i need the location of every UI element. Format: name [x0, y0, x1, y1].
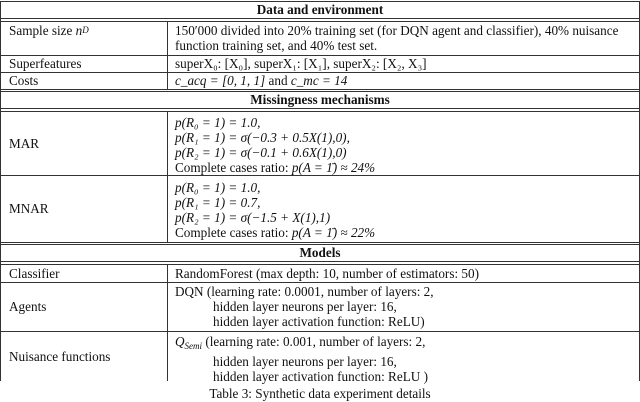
value-line: hidden layer activation function: ReLU)	[213, 314, 425, 329]
cost-acq: c_acq = [0, 1, 1]	[175, 73, 266, 88]
row-label	[1, 22, 168, 55]
value-line: 150′000 divided into 20% training set (for DQN agent and classifier), 40% nuisance	[175, 23, 619, 38]
table-row-nuisance-functions	[1, 332, 639, 384]
value-line: function training set, and 40% test set.	[175, 38, 378, 53]
label-math: n	[75, 23, 83, 38]
table-row-mnar	[1, 176, 639, 242]
row-value	[168, 176, 639, 242]
row-value	[168, 332, 639, 384]
row-label: Nuisance functions	[1, 332, 168, 381]
cost-mc: c_mc = 14	[290, 73, 348, 88]
section-header-missingness: Missingness mechanisms	[1, 92, 639, 109]
complete-cases-line	[175, 160, 631, 175]
value-line: hidden layer activation function: ReLU )	[213, 369, 428, 384]
formula-line: p(R₀ = 1) = 1.0,	[175, 115, 261, 130]
row-value: superX₀: [X₀], superX₁: [X₁], superX₂: [X₂, X₃]	[175, 56, 427, 71]
section-header-models: Models	[1, 245, 639, 262]
formula-line: p(R₂ = 1) = σ(−1.5 + X(1),1)	[175, 210, 331, 225]
row-value	[168, 112, 639, 175]
value-line: hidden layer neurons per layer: 16,	[213, 299, 397, 314]
row-label: Superfeatures	[1, 56, 168, 72]
table-row-costs	[1, 73, 639, 89]
formula-line: p(R₀ = 1) = 1.0,	[175, 180, 261, 195]
formula-line: p(R₂ = 1) = σ(−0.1 + 0.6X(1),0)	[175, 145, 347, 160]
table-row-mar	[1, 112, 639, 176]
row-label: Classifier	[1, 265, 168, 282]
value-line: DQN (learning rate: 0.0001, number of layers: 2,	[175, 284, 434, 299]
cost-and: and	[268, 73, 288, 88]
ratio-value: p(A = 1̄) ≈ 24%	[291, 160, 376, 175]
ratio-label: Complete cases ratio:	[175, 225, 289, 240]
row-value	[168, 73, 639, 89]
row-value: RandomForest (max depth: 10, number of estimators: 50)	[175, 266, 479, 281]
row-label: MNAR	[1, 176, 168, 242]
table-row-superfeatures	[1, 56, 639, 73]
complete-cases-line	[175, 225, 631, 240]
label-text: Sample size	[9, 23, 73, 38]
row-label: Costs	[1, 73, 168, 89]
formula-line: p(R₁ = 1) = σ(−0.3 + 0.5X(1),0),	[175, 130, 350, 145]
table-row-classifier	[1, 265, 639, 283]
value-text: (learning rate: 0.001, number of layers: 2,	[202, 334, 426, 349]
row-label: MAR	[1, 112, 168, 175]
math-q: Q	[175, 334, 185, 349]
math-q-sub: Semi	[184, 341, 203, 351]
section-header-data-environment: Data and environment	[1, 1, 639, 19]
table-caption: Table 3: Synthetic data experiment details	[209, 386, 431, 401]
experiment-details-table	[0, 1, 640, 384]
formula-line: p(R₁ = 1) = 0.7,	[175, 195, 261, 210]
row-value	[168, 283, 639, 331]
row-label: Agents	[1, 283, 168, 331]
table-row-sample-size	[1, 22, 639, 56]
value-line: hidden layer neurons per layer: 16,	[213, 354, 397, 369]
label-math-sub: D	[82, 25, 89, 35]
ratio-label: Complete cases ratio:	[175, 160, 289, 175]
value-line	[175, 334, 631, 354]
table-row-agents	[1, 283, 639, 332]
row-value	[168, 22, 639, 55]
ratio-value: p(A = 1̄) ≈ 22%	[291, 225, 376, 240]
